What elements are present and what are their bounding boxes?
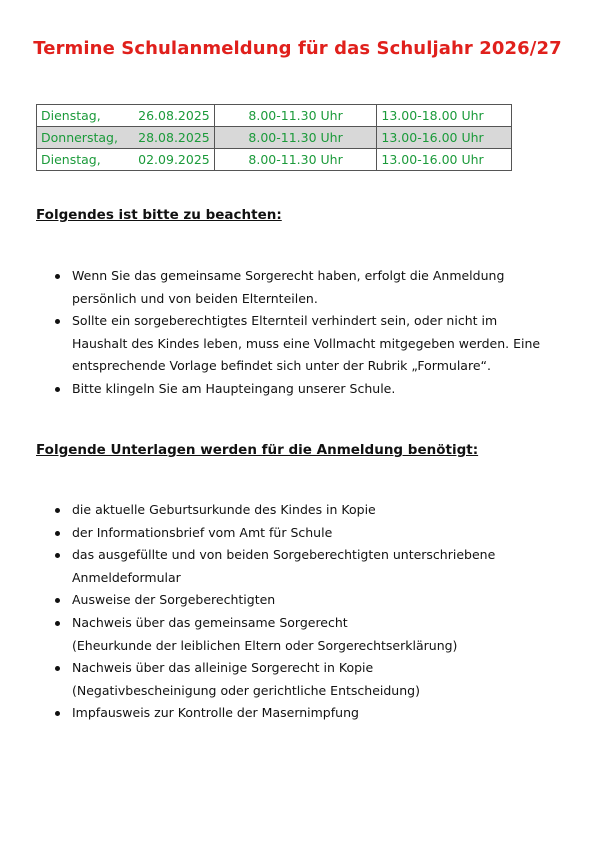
afternoon-time: 13.00-18.00 Uhr — [377, 105, 512, 127]
bullet-icon — [55, 319, 60, 324]
list-item-text: (Eheurkunde der leiblichen Eltern oder Sorgerechtserklärung) — [72, 637, 458, 653]
list-item-text: die aktuelle Geburtsurkunde des Kindes in Kopie — [72, 502, 376, 517]
list-item-text: (Negativbescheinigung oder gerichtliche Entscheidung) — [72, 682, 420, 698]
bullet-icon — [55, 666, 60, 671]
morning-time: 8.00-11.30 Uhr — [214, 105, 377, 127]
morning-time: 8.00-11.30 Uhr — [214, 127, 377, 149]
list-item — [36, 378, 556, 401]
notes-list — [36, 265, 556, 401]
list-item — [36, 657, 556, 702]
morning-time: 8.00-11.30 Uhr — [214, 149, 377, 171]
list-item-text: Haushalt des Kindes leben, muss eine Vollmacht mitgegeben werden. Eine — [72, 335, 541, 351]
list-item — [36, 702, 556, 725]
documents-list — [36, 499, 556, 725]
date: 26.08.2025 — [138, 108, 210, 123]
list-item-text: Wenn Sie das gemeinsame Sorgerecht haben, erfolgt die Anmeldung — [72, 268, 505, 283]
bullet-icon — [55, 598, 60, 603]
date: 02.09.2025 — [138, 152, 210, 167]
weekday: Dienstag, — [41, 108, 101, 123]
list-item-text: Ausweise der Sorgeberechtigten — [72, 592, 276, 608]
list-item-text: Nachweis über das gemeinsame Sorgerecht — [72, 614, 348, 630]
bullet-icon — [55, 711, 60, 716]
list-item — [36, 544, 556, 589]
list-item — [36, 265, 556, 310]
list-item — [36, 310, 556, 378]
date: 28.08.2025 — [138, 130, 210, 145]
table-row — [37, 105, 512, 127]
day-date-cell — [37, 105, 215, 127]
list-item-text: Nachweis über das alleinige Sorgerecht in Kopie — [72, 660, 374, 676]
bullet-icon — [55, 387, 60, 392]
bullet-icon — [55, 508, 60, 513]
bullet-icon — [55, 553, 60, 558]
afternoon-time: 13.00-16.00 Uhr — [377, 127, 512, 149]
day-date-cell — [37, 149, 215, 171]
notes-heading: Folgendes ist bitte zu beachten: — [36, 207, 282, 223]
weekday: Donnerstag, — [41, 130, 118, 145]
list-item-text: das ausgefüllte und von beiden Sorgeberechtigten unterschriebene — [72, 547, 496, 563]
list-item-text: persönlich und von beiden Elternteilen. — [72, 290, 318, 306]
page-title: Termine Schulanmeldung für das Schuljahr 2026/27 — [33, 38, 562, 59]
list-item — [36, 499, 556, 522]
table-row — [37, 127, 512, 149]
table-row — [37, 149, 512, 171]
schedule-table — [36, 104, 512, 171]
bullet-icon — [55, 531, 60, 536]
list-item — [36, 589, 556, 612]
list-item-text: Anmeldeformular — [72, 569, 181, 585]
list-item-text: entsprechende Vorlage befindet sich unter der Rubrik „Formulare“. — [72, 358, 491, 374]
list-item — [36, 612, 556, 657]
bullet-icon — [55, 274, 60, 279]
list-item-text: der Informationsbrief vom Amt für Schule — [72, 524, 333, 540]
list-item — [36, 522, 556, 545]
weekday: Dienstag, — [41, 152, 101, 167]
list-item-text: Impfausweis zur Kontrolle der Masernimpfung — [72, 705, 359, 721]
day-date-cell — [37, 127, 215, 149]
bullet-icon — [55, 621, 60, 626]
documents-heading: Folgende Unterlagen werden für die Anmeldung benötigt: — [36, 442, 479, 458]
afternoon-time: 13.00-16.00 Uhr — [377, 149, 512, 171]
list-item-text: Sollte ein sorgeberechtigtes Elternteil verhindert sein, oder nicht im — [72, 313, 498, 329]
list-item-text: Bitte klingeln Sie am Haupteingang unserer Schule. — [72, 380, 396, 396]
